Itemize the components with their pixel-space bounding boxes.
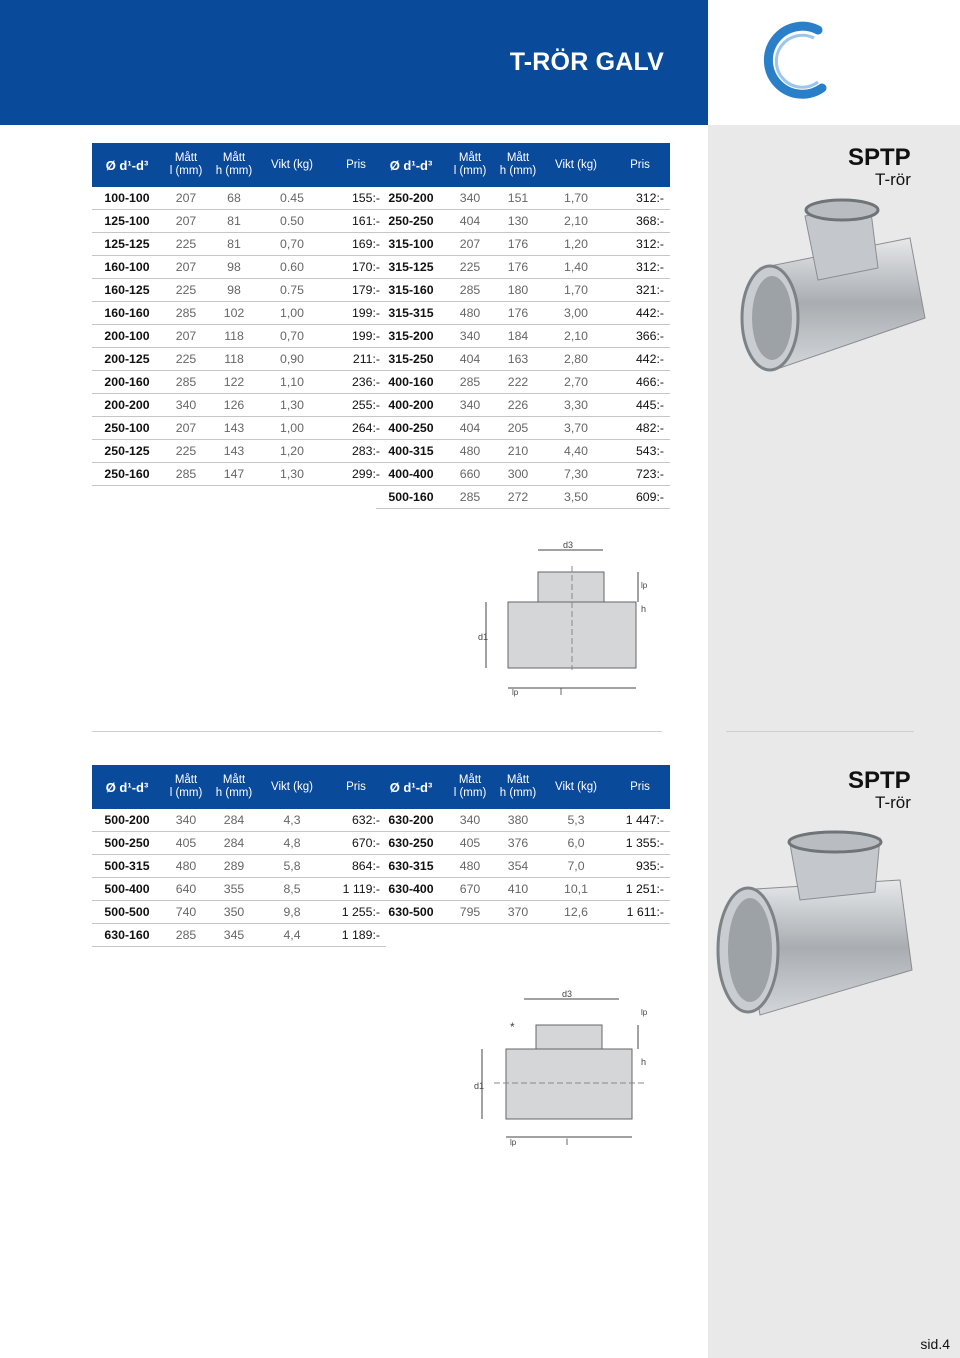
- cell-height: 151: [494, 187, 542, 210]
- table-row: [92, 924, 386, 947]
- cell-height: 143: [210, 417, 258, 440]
- cell-height: 118: [210, 348, 258, 371]
- col-weight: Vikt (kg): [542, 765, 610, 809]
- cell-height: 354: [494, 855, 542, 878]
- table-row: [376, 210, 670, 233]
- price-table-1: [92, 143, 386, 486]
- col-height: Mått h (mm): [494, 143, 542, 187]
- table-row: [92, 417, 386, 440]
- cell-weight: 1,70: [542, 279, 610, 302]
- table-row: [376, 463, 670, 486]
- price-table-4: [376, 765, 670, 924]
- cell-dimension: 630-250: [376, 832, 446, 855]
- cell-dimension: 500-250: [92, 832, 162, 855]
- cell-weight: 1,30: [258, 394, 326, 417]
- label-lp: lp: [641, 581, 648, 590]
- cell-length: 340: [446, 325, 494, 348]
- cell-length: 670: [446, 878, 494, 901]
- table-row: [92, 256, 386, 279]
- cell-dimension: 500-160: [376, 486, 446, 509]
- table-row: [376, 440, 670, 463]
- cell-height: 122: [210, 371, 258, 394]
- cell-weight: 4,4: [258, 924, 326, 947]
- cell-length: 640: [162, 878, 210, 901]
- cell-dimension: 200-125: [92, 348, 162, 371]
- price-table-3: [92, 765, 386, 947]
- table-header-row: [92, 143, 386, 187]
- cell-weight: 1,10: [258, 371, 326, 394]
- cell-height: 126: [210, 394, 258, 417]
- cell-height: 176: [494, 233, 542, 256]
- cell-height: 284: [210, 832, 258, 855]
- cell-price: 299:-: [326, 463, 386, 486]
- col-height: Mått h (mm): [210, 143, 258, 187]
- table-row: [376, 233, 670, 256]
- product-subtitle: T-rör: [875, 793, 911, 812]
- cell-weight: 2,10: [542, 325, 610, 348]
- cell-dimension: 500-400: [92, 878, 162, 901]
- table-row: [92, 325, 386, 348]
- cell-length: 480: [446, 302, 494, 325]
- col-height: Mått h (mm): [210, 765, 258, 809]
- cell-length: 207: [162, 210, 210, 233]
- cell-price: 199:-: [326, 302, 386, 325]
- cell-price: 179:-: [326, 279, 386, 302]
- col-length: Mått l (mm): [162, 765, 210, 809]
- col-length: Mått l (mm): [446, 765, 494, 809]
- label-lp: lp: [510, 1138, 517, 1147]
- cell-weight: 0,70: [258, 325, 326, 348]
- label-l: l: [560, 687, 562, 697]
- col-dim: Ø d¹-d³: [92, 143, 162, 187]
- table-header-row: [376, 765, 670, 809]
- cell-length: 340: [162, 809, 210, 832]
- cell-length: 480: [446, 855, 494, 878]
- label-star: *: [510, 1020, 515, 1034]
- col-dim: Ø d¹-d³: [376, 765, 446, 809]
- cell-weight: 0,90: [258, 348, 326, 371]
- cell-length: 207: [446, 233, 494, 256]
- table-row: [376, 809, 670, 832]
- table-row: [376, 901, 670, 924]
- cell-length: 207: [162, 256, 210, 279]
- cell-length: 225: [162, 233, 210, 256]
- cell-dimension: 160-160: [92, 302, 162, 325]
- cell-weight: 12,6: [542, 901, 610, 924]
- col-length: Mått l (mm): [446, 143, 494, 187]
- cell-weight: 0.75: [258, 279, 326, 302]
- cell-length: 207: [162, 187, 210, 210]
- cell-weight: 0.60: [258, 256, 326, 279]
- cell-price: 1 611:-: [610, 901, 670, 924]
- col-weight: Vikt (kg): [542, 143, 610, 187]
- cell-length: 340: [446, 809, 494, 832]
- cell-length: 285: [162, 463, 210, 486]
- label-h: h: [641, 604, 647, 614]
- cell-height: 284: [210, 809, 258, 832]
- cell-height: 205: [494, 417, 542, 440]
- table-row: [92, 187, 386, 210]
- cell-length: 285: [162, 371, 210, 394]
- cell-height: 118: [210, 325, 258, 348]
- cell-price: 170:-: [326, 256, 386, 279]
- cell-dimension: 630-160: [92, 924, 162, 947]
- cell-dimension: 400-250: [376, 417, 446, 440]
- cell-dimension: 250-100: [92, 417, 162, 440]
- cell-price: 1 255:-: [326, 901, 386, 924]
- cell-price: 312:-: [610, 233, 670, 256]
- cell-weight: 2,10: [542, 210, 610, 233]
- table-row: [376, 417, 670, 440]
- cell-height: 410: [494, 878, 542, 901]
- table-row: [376, 832, 670, 855]
- cell-length: 285: [446, 486, 494, 509]
- cell-weight: 1,20: [258, 440, 326, 463]
- product-code: SPTP: [848, 144, 911, 171]
- cell-length: 340: [446, 394, 494, 417]
- cell-weight: 0.45: [258, 187, 326, 210]
- cell-weight: 2,80: [542, 348, 610, 371]
- cell-dimension: 250-250: [376, 210, 446, 233]
- cell-length: 405: [446, 832, 494, 855]
- cell-weight: 5,3: [542, 809, 610, 832]
- cell-height: 98: [210, 279, 258, 302]
- cell-dimension: 500-315: [92, 855, 162, 878]
- cell-length: 225: [446, 256, 494, 279]
- cell-price: 442:-: [610, 302, 670, 325]
- cell-weight: 1,40: [542, 256, 610, 279]
- cell-length: 225: [162, 348, 210, 371]
- table-row: [92, 855, 386, 878]
- cell-length: 795: [446, 901, 494, 924]
- cell-weight: 1,00: [258, 417, 326, 440]
- page-title: T-RÖR GALV: [509, 48, 664, 76]
- product-label-2: [848, 769, 911, 813]
- cell-price: 670:-: [326, 832, 386, 855]
- t-pipe-drawing-1: [478, 540, 668, 700]
- table-row: [376, 855, 670, 878]
- product-label-1: [848, 146, 911, 190]
- cell-weight: 1,70: [542, 187, 610, 210]
- cell-price: 1 119:-: [326, 878, 386, 901]
- table-row: [376, 394, 670, 417]
- col-price: Pris: [610, 143, 670, 187]
- page-number: sid.4: [920, 1336, 950, 1352]
- cell-dimension: 400-160: [376, 371, 446, 394]
- cell-weight: 0.50: [258, 210, 326, 233]
- label-lp: lp: [512, 688, 519, 697]
- cell-price: 632:-: [326, 809, 386, 832]
- cell-weight: 5,8: [258, 855, 326, 878]
- cell-height: 222: [494, 371, 542, 394]
- section-divider: [726, 731, 914, 732]
- cell-dimension: 160-100: [92, 256, 162, 279]
- cell-price: 321:-: [610, 279, 670, 302]
- cell-dimension: 630-400: [376, 878, 446, 901]
- cell-price: 1 355:-: [610, 832, 670, 855]
- table-row: [376, 256, 670, 279]
- cell-weight: 10,1: [542, 878, 610, 901]
- col-price: Pris: [326, 765, 386, 809]
- cell-length: 405: [162, 832, 210, 855]
- label-d1: d1: [474, 1081, 485, 1091]
- table-row: [92, 210, 386, 233]
- cell-dimension: 315-250: [376, 348, 446, 371]
- table-row: [92, 440, 386, 463]
- cell-height: 163: [494, 348, 542, 371]
- cell-dimension: 630-200: [376, 809, 446, 832]
- table-row: [92, 809, 386, 832]
- cell-height: 68: [210, 187, 258, 210]
- cell-dimension: 315-125: [376, 256, 446, 279]
- cell-dimension: 125-100: [92, 210, 162, 233]
- company-logo-icon: [756, 18, 836, 102]
- cell-weight: 3,30: [542, 394, 610, 417]
- col-price: Pris: [326, 143, 386, 187]
- table-row: [376, 486, 670, 509]
- cell-price: 543:-: [610, 440, 670, 463]
- cell-height: 289: [210, 855, 258, 878]
- cell-height: 210: [494, 440, 542, 463]
- label-lp: lp: [641, 1008, 648, 1017]
- cell-weight: 6,0: [542, 832, 610, 855]
- cell-height: 180: [494, 279, 542, 302]
- price-table-2: [376, 143, 670, 509]
- col-dim: Ø d¹-d³: [376, 143, 446, 187]
- table-row: [92, 832, 386, 855]
- cell-height: 380: [494, 809, 542, 832]
- cell-price: 445:-: [610, 394, 670, 417]
- cell-weight: 7,30: [542, 463, 610, 486]
- table-row: [92, 348, 386, 371]
- t-pipe-photo-1: [720, 198, 940, 378]
- cell-price: 609:-: [610, 486, 670, 509]
- col-weight: Vikt (kg): [258, 765, 326, 809]
- cell-dimension: 100-100: [92, 187, 162, 210]
- cell-price: 864:-: [326, 855, 386, 878]
- cell-weight: 8,5: [258, 878, 326, 901]
- label-h: h: [641, 1057, 647, 1067]
- cell-dimension: 400-315: [376, 440, 446, 463]
- cell-height: 184: [494, 325, 542, 348]
- cell-weight: 1,20: [542, 233, 610, 256]
- table-row: [92, 302, 386, 325]
- cell-price: 442:-: [610, 348, 670, 371]
- cell-height: 176: [494, 256, 542, 279]
- cell-length: 404: [446, 210, 494, 233]
- cell-weight: 1,30: [258, 463, 326, 486]
- cell-dimension: 160-125: [92, 279, 162, 302]
- cell-price: 169:-: [326, 233, 386, 256]
- cell-weight: 4,40: [542, 440, 610, 463]
- section-divider: [92, 731, 662, 732]
- cell-weight: 9,8: [258, 901, 326, 924]
- cell-length: 285: [446, 279, 494, 302]
- t-pipe-drawing-2: [474, 985, 669, 1155]
- cell-dimension: 315-200: [376, 325, 446, 348]
- table-row: [92, 463, 386, 486]
- cell-price: 1 189:-: [326, 924, 386, 947]
- cell-height: 376: [494, 832, 542, 855]
- cell-height: 345: [210, 924, 258, 947]
- cell-length: 480: [162, 855, 210, 878]
- cell-price: 264:-: [326, 417, 386, 440]
- cell-dimension: 400-200: [376, 394, 446, 417]
- cell-price: 935:-: [610, 855, 670, 878]
- cell-price: 1 251:-: [610, 878, 670, 901]
- cell-weight: 2,70: [542, 371, 610, 394]
- cell-length: 340: [446, 187, 494, 210]
- cell-length: 225: [162, 440, 210, 463]
- cell-height: 130: [494, 210, 542, 233]
- cell-price: 312:-: [610, 256, 670, 279]
- cell-dimension: 200-160: [92, 371, 162, 394]
- label-d3: d3: [562, 989, 573, 999]
- table-row: [376, 279, 670, 302]
- cell-price: 211:-: [326, 348, 386, 371]
- cell-dimension: 250-125: [92, 440, 162, 463]
- cell-height: 226: [494, 394, 542, 417]
- cell-length: 404: [446, 417, 494, 440]
- cell-price: 723:-: [610, 463, 670, 486]
- t-pipe-photo-2: [700, 830, 920, 1020]
- cell-dimension: 630-315: [376, 855, 446, 878]
- header-bar: [0, 0, 708, 125]
- label-d1: d1: [478, 632, 489, 642]
- cell-dimension: 400-400: [376, 463, 446, 486]
- cell-height: 355: [210, 878, 258, 901]
- cell-weight: 4,8: [258, 832, 326, 855]
- col-price: Pris: [610, 765, 670, 809]
- cell-height: 98: [210, 256, 258, 279]
- label-l: l: [566, 1137, 568, 1147]
- cell-dimension: 630-500: [376, 901, 446, 924]
- cell-price: 199:-: [326, 325, 386, 348]
- cell-dimension: 500-500: [92, 901, 162, 924]
- cell-weight: 0,70: [258, 233, 326, 256]
- cell-height: 272: [494, 486, 542, 509]
- table-row: [92, 279, 386, 302]
- cell-dimension: 125-125: [92, 233, 162, 256]
- cell-weight: 3,70: [542, 417, 610, 440]
- cell-length: 480: [446, 440, 494, 463]
- cell-dimension: 200-100: [92, 325, 162, 348]
- cell-height: 143: [210, 440, 258, 463]
- cell-price: 482:-: [610, 417, 670, 440]
- col-height: Mått h (mm): [494, 765, 542, 809]
- cell-weight: 3,00: [542, 302, 610, 325]
- cell-dimension: 250-200: [376, 187, 446, 210]
- cell-length: 285: [162, 302, 210, 325]
- cell-price: 312:-: [610, 187, 670, 210]
- table-row: [92, 233, 386, 256]
- col-dim: Ø d¹-d³: [92, 765, 162, 809]
- cell-height: 81: [210, 233, 258, 256]
- table-row: [376, 302, 670, 325]
- cell-height: 81: [210, 210, 258, 233]
- table-header-row: [376, 143, 670, 187]
- cell-height: 370: [494, 901, 542, 924]
- cell-length: 207: [162, 325, 210, 348]
- table-row: [92, 901, 386, 924]
- col-length: Mått l (mm): [162, 143, 210, 187]
- cell-height: 176: [494, 302, 542, 325]
- cell-height: 300: [494, 463, 542, 486]
- cell-height: 350: [210, 901, 258, 924]
- cell-weight: 4,3: [258, 809, 326, 832]
- cell-height: 102: [210, 302, 258, 325]
- cell-price: 466:-: [610, 371, 670, 394]
- cell-weight: 1,00: [258, 302, 326, 325]
- table-row: [92, 371, 386, 394]
- cell-weight: 7,0: [542, 855, 610, 878]
- cell-length: 207: [162, 417, 210, 440]
- cell-length: 660: [446, 463, 494, 486]
- table-row: [376, 878, 670, 901]
- cell-price: 283:-: [326, 440, 386, 463]
- cell-length: 340: [162, 394, 210, 417]
- cell-length: 285: [162, 924, 210, 947]
- cell-dimension: 315-160: [376, 279, 446, 302]
- table-row: [92, 394, 386, 417]
- label-d3: d3: [563, 540, 574, 550]
- cell-dimension: 250-160: [92, 463, 162, 486]
- cell-height: 147: [210, 463, 258, 486]
- cell-price: 1 447:-: [610, 809, 670, 832]
- cell-price: 236:-: [326, 371, 386, 394]
- table-header-row: [92, 765, 386, 809]
- col-weight: Vikt (kg): [258, 143, 326, 187]
- cell-price: 366:-: [610, 325, 670, 348]
- product-subtitle: T-rör: [875, 170, 911, 189]
- cell-price: 161:-: [326, 210, 386, 233]
- cell-length: 225: [162, 279, 210, 302]
- cell-length: 404: [446, 348, 494, 371]
- cell-dimension: 315-100: [376, 233, 446, 256]
- product-code: SPTP: [848, 767, 911, 794]
- cell-price: 368:-: [610, 210, 670, 233]
- table-row: [376, 371, 670, 394]
- cell-price: 255:-: [326, 394, 386, 417]
- cell-price: 155:-: [326, 187, 386, 210]
- cell-dimension: 200-200: [92, 394, 162, 417]
- cell-dimension: 500-200: [92, 809, 162, 832]
- cell-length: 285: [446, 371, 494, 394]
- cell-dimension: 315-315: [376, 302, 446, 325]
- table-row: [376, 325, 670, 348]
- cell-weight: 3,50: [542, 486, 610, 509]
- table-row: [92, 878, 386, 901]
- cell-length: 740: [162, 901, 210, 924]
- table-row: [376, 348, 670, 371]
- table-row: [376, 187, 670, 210]
